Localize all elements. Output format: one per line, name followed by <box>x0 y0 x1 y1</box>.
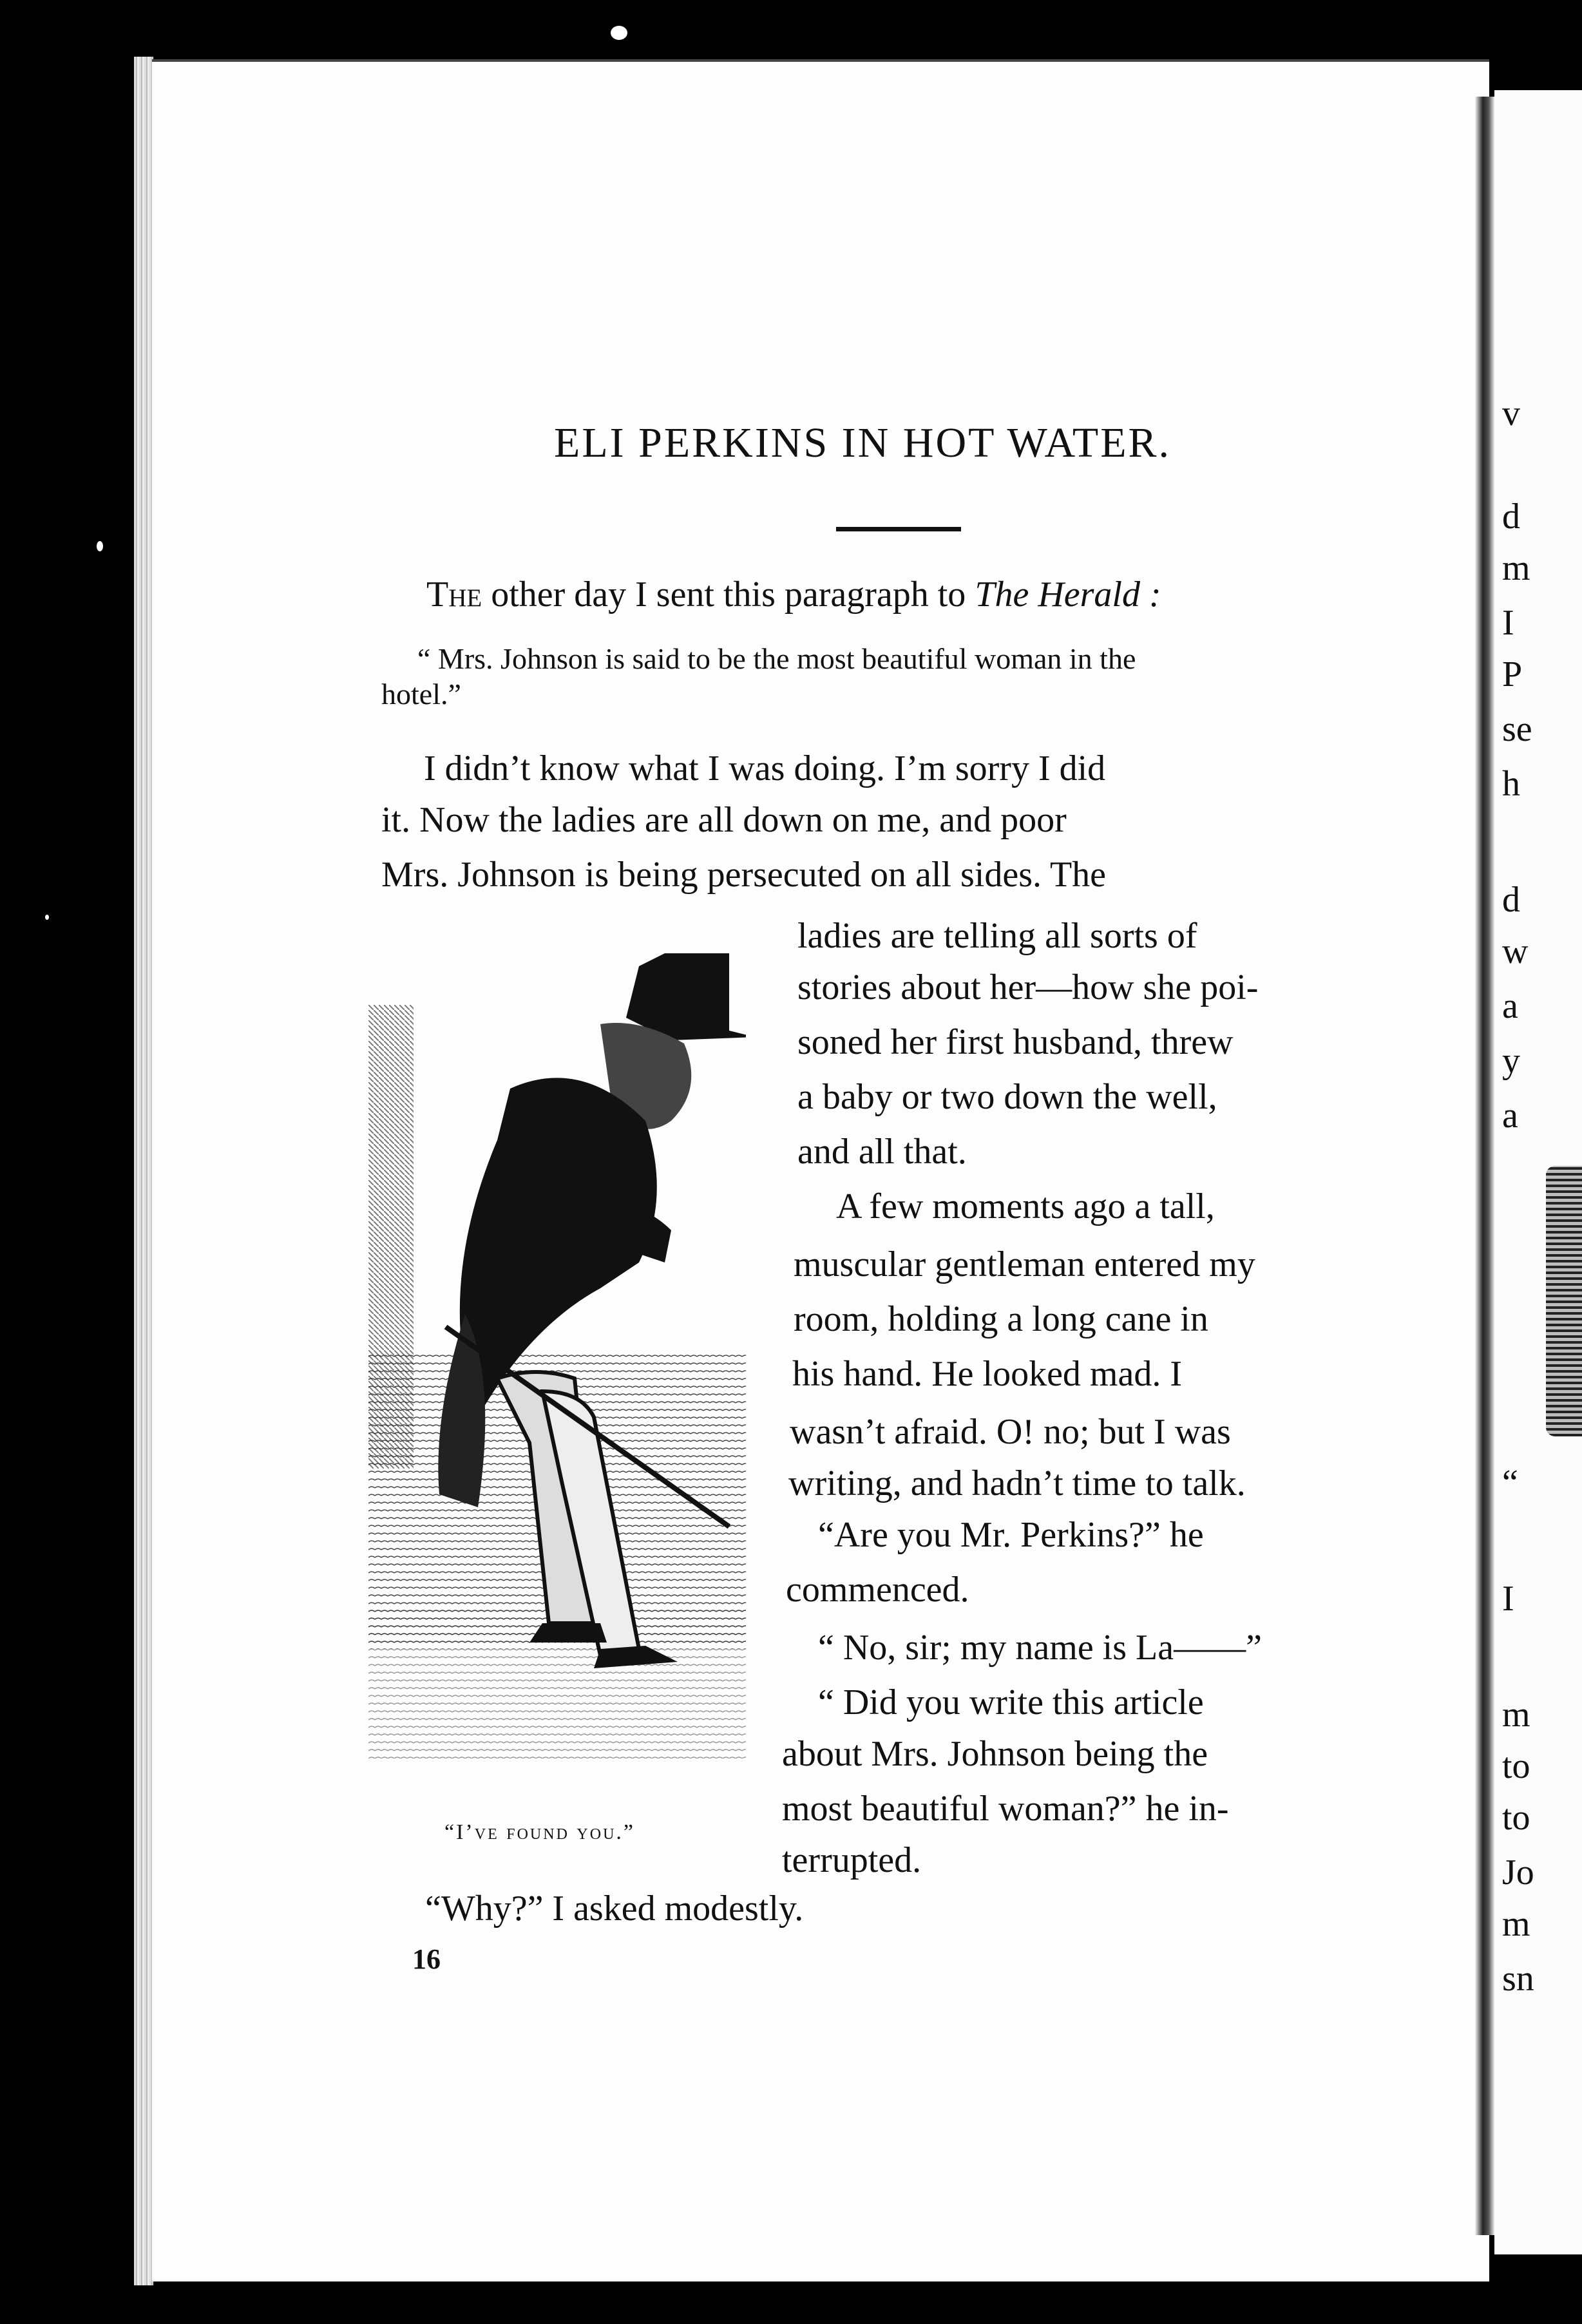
facing-page-text: to <box>1502 1798 1530 1838</box>
body-line: about Mrs. Johnson being the <box>782 1734 1208 1774</box>
facing-page-text: m <box>1502 548 1530 588</box>
facing-page-text: a <box>1502 1096 1518 1136</box>
page-number: 16 <box>412 1943 441 1975</box>
facing-page-text: sn <box>1502 1959 1534 1999</box>
intro-small-caps: The <box>426 575 482 614</box>
body-line: most beautiful woman?” he in- <box>782 1789 1229 1829</box>
body-line: muscular gentleman entered my <box>794 1244 1255 1284</box>
facing-page-text: y <box>1502 1041 1520 1081</box>
title-rule <box>836 527 961 531</box>
facing-page-text: “ <box>1502 1463 1518 1503</box>
facing-page-text: w <box>1502 931 1529 971</box>
body-line: I didn’t know what I was doing. I’m sorry I did <box>424 748 1106 788</box>
body-line: it. Now the ladies are all down on me, and poor <box>381 800 1067 840</box>
facing-page-text: I <box>1502 603 1514 643</box>
body-line: wasn’t afraid. O! no; but I was <box>790 1412 1231 1452</box>
body-line: A few moments ago a tall, <box>836 1186 1215 1226</box>
engraving-illustration <box>368 928 746 1797</box>
facing-page-text: d <box>1502 497 1520 537</box>
body-line: “Are you Mr. Perkins?” he <box>818 1515 1204 1555</box>
facing-page-text: I <box>1502 1579 1514 1619</box>
body-line: soned her first husband, threw <box>797 1022 1234 1062</box>
facing-page-text: to <box>1502 1746 1530 1786</box>
facing-page-illustration <box>1546 1166 1582 1436</box>
body-line: writing, and hadn’t time to talk. <box>788 1463 1246 1503</box>
body-line: “Why?” I asked modestly. <box>425 1889 804 1929</box>
body-line: his hand. He looked mad. I <box>792 1354 1182 1394</box>
body-line: Mrs. Johnson is being persecuted on all sides. The <box>381 855 1107 895</box>
facing-page-text: P <box>1502 654 1523 694</box>
body-line: terrupted. <box>782 1840 922 1880</box>
body-line: ladies are telling all sorts of <box>797 916 1197 956</box>
illustration-caption: “I’ve found you.” <box>444 1820 635 1844</box>
facing-page-text: v <box>1502 394 1520 433</box>
page-title: ELI PERKINS IN HOT WATER. <box>554 419 1172 466</box>
body-line: stories about her—how she poi- <box>797 967 1259 1007</box>
facing-page-fragment <box>1494 90 1582 2254</box>
intro-text: other day I sent this paragraph to <box>482 575 975 614</box>
body-line: “ Did you write this article <box>818 1682 1204 1722</box>
page-edges <box>134 57 153 2285</box>
facing-page-text: m <box>1502 1904 1530 1944</box>
body-line: room, holding a long cane in <box>794 1299 1208 1339</box>
quoted-paragraph-line: hotel.” <box>381 678 461 710</box>
intro-paragraph <box>426 576 1161 613</box>
body-line: and all that. <box>797 1132 967 1172</box>
quoted-paragraph-line: “ Mrs. Johnson is said to be the most beautiful woman in the <box>417 642 1136 675</box>
facing-page-text: Jo <box>1502 1853 1534 1892</box>
body-line: a baby or two down the well, <box>797 1077 1217 1117</box>
facing-page-text: se <box>1502 709 1532 749</box>
facing-page-text: a <box>1502 986 1518 1026</box>
body-line: commenced. <box>786 1570 969 1610</box>
newspaper-name: The Herald : <box>975 575 1161 614</box>
facing-page-text: m <box>1502 1695 1530 1735</box>
facing-page-text: h <box>1502 764 1520 804</box>
body-line: “ No, sir; my name is La——” <box>818 1628 1262 1668</box>
facing-page-text: d <box>1502 880 1520 920</box>
book-gutter <box>1475 97 1494 2235</box>
